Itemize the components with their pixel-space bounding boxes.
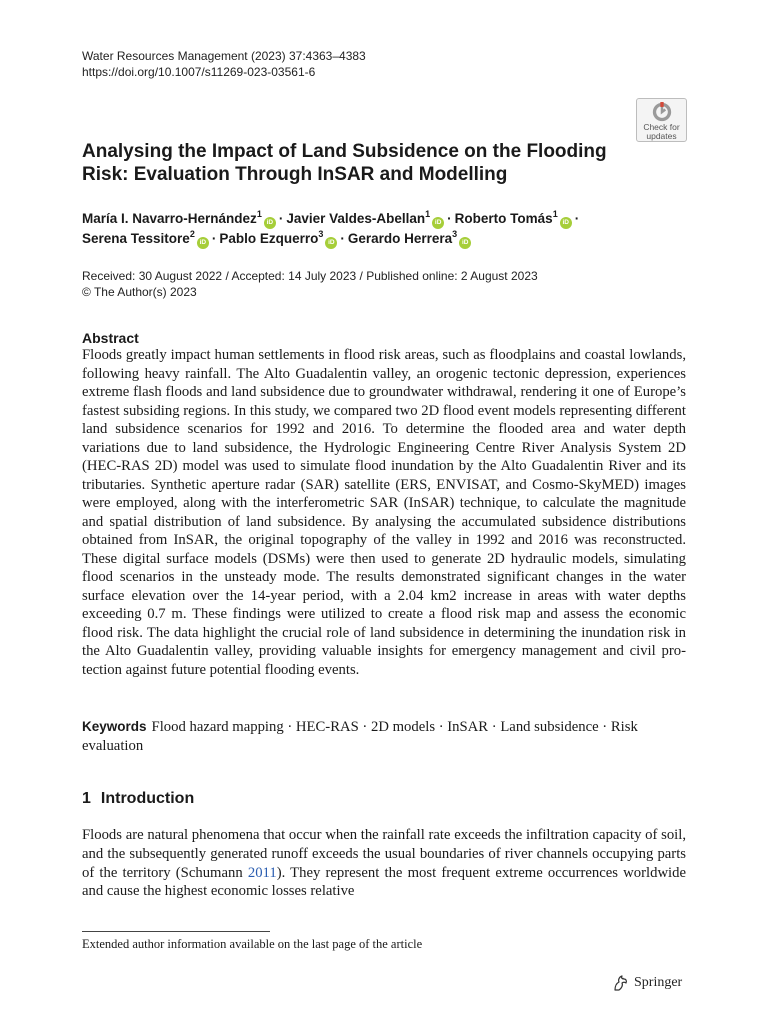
abstract-heading: Abstract xyxy=(82,330,139,346)
author[interactable] xyxy=(219,228,337,246)
badge-line-1: Check for xyxy=(643,122,680,132)
orcid-icon[interactable]: iD xyxy=(264,217,276,229)
intro-paragraph xyxy=(82,826,686,901)
orcid-icon[interactable]: iD xyxy=(560,217,572,229)
citation-link[interactable]: 2011 xyxy=(247,864,277,881)
keywords-label: Keywords xyxy=(82,719,147,734)
author[interactable] xyxy=(82,208,276,226)
article-title: Analysing the Impact of Land Subsidence on the Flooding Risk: Evaluation Through InSAR and Modelling xyxy=(82,141,607,185)
author-name: Pablo Ezquerro xyxy=(219,231,319,246)
section-heading xyxy=(82,789,194,809)
author[interactable] xyxy=(82,228,209,246)
affiliation-number: 2 xyxy=(189,228,195,239)
journal-citation: Water Resources Management (2023) 37:4363–4383 xyxy=(82,49,366,63)
publication-history: Received: 30 August 2022 / Accepted: 14 July 2023 / Published online: 2 August 2023 xyxy=(82,269,538,283)
orcid-icon[interactable]: iD xyxy=(325,237,337,249)
affiliation-number: 3 xyxy=(318,228,324,239)
check-for-updates-label xyxy=(643,123,679,141)
author-name: María I. Navarro-Hernández xyxy=(82,211,257,226)
author-separator: · xyxy=(574,211,580,226)
orcid-icon[interactable]: iD xyxy=(459,237,471,249)
intro-text-start: Floods are natural phenomena that occur when the rainfall rate exceeds the infiltration capacity of soil, and the subsequently generated runoff exceeds the usual boundaries of river channels occupying parts of the territory (Schumann xyxy=(82,827,686,881)
journal-header xyxy=(82,49,366,80)
section-number: 1 xyxy=(82,790,91,807)
author-name: Gerardo Herrera xyxy=(347,231,453,246)
publisher-logo xyxy=(611,974,682,992)
footnote: Extended author information available on the last page of the article xyxy=(82,937,423,951)
author-separator: · xyxy=(447,211,452,226)
author[interactable] xyxy=(347,228,471,246)
footnote-divider xyxy=(82,931,270,932)
abstract-text: Floods greatly impact human settlements in flood risk areas, such as floodplains and coastal lowlands, following heavy rainfall. The Alto Guadalentin valley, an orogenic tectonic depression, experiences extreme flash floods and land subsidence due to groundwater withdrawal, rendering it one of Europe’s fastest subsiding regions. In this study, we compared two 2D flood event models representing different land subsidence scenarios for 1992 and 2016. To determine the flooded area and water depth variations due to land subsidence, the Hydrologic Engineering Centre River Analysis System 2D (HEC-RAS 2D) model was used to simulate flood inundation by the Alto Guadalentin River and its tributaries. Synthetic aperture radar (SAR) satellite (ERS, ENVISAT, and Cosmo-SkyMED) images were employed, along with the interferometric SAR (InSAR) technique, to calculate the magnitude and spatial distribution of land subsidence. By analysing the accumulated subsidence distributions obtained from InSAR, the original topography of the valley in 1992 and 2016 was reconstructed. These digital surface models (DSMs) were then used to generate 2D hydraulic models, simulating flood scenarios in the unsteady mode. The results demonstrated significant changes in the water surface elevation over the 14-year period, with a 2.04 km2 increase in areas with water depths exceeding 0.7 m. These findings were utilized to create a flood risk map and assess the economic flood risk. The data highlight the crucial role of land subsidence in determining the inundation risk in the Alto Guadalentin valley, providing valuable insights for emergency management and civil protection against future potential flooding events. xyxy=(82,347,686,678)
orcid-icon[interactable]: iD xyxy=(197,237,209,249)
publication-dates xyxy=(82,268,538,300)
check-for-updates-icon xyxy=(650,102,674,122)
orcid-icon[interactable]: iD xyxy=(432,217,444,229)
author-separator: · xyxy=(211,231,217,246)
author[interactable] xyxy=(454,208,572,226)
author-list xyxy=(82,209,672,249)
keywords xyxy=(82,718,686,755)
check-for-updates-badge[interactable] xyxy=(636,98,687,142)
affiliation-number: 1 xyxy=(552,208,558,219)
badge-line-2: updates xyxy=(646,131,677,141)
section-title: Introduction xyxy=(100,790,195,807)
author-separator: · xyxy=(278,211,284,226)
author-name: Javier Valdes-Abellan xyxy=(286,211,426,226)
copyright-notice: © The Author(s) 2023 xyxy=(82,285,197,299)
keywords-text: Flood hazard mapping · HEC-RAS · 2D models · InSAR · Land subsidence · Risk evaluation xyxy=(82,719,638,754)
author-separator: · xyxy=(340,231,345,246)
affiliation-number: 1 xyxy=(425,208,431,219)
springer-horse-icon xyxy=(611,974,629,992)
author-name: Roberto Tomás xyxy=(454,211,553,226)
affiliation-number: 1 xyxy=(256,208,262,219)
doi-link[interactable]: https://doi.org/10.1007/s11269-023-03561-6 xyxy=(82,64,316,79)
affiliation-number: 3 xyxy=(452,228,458,239)
author[interactable] xyxy=(286,208,444,226)
intro-text-end: ). They represent the most frequent extreme occurrences worldwide and cause the highest economic losses relative xyxy=(82,864,686,900)
author-name: Serena Tessitore xyxy=(82,231,190,246)
publisher-name: Springer xyxy=(634,975,683,990)
